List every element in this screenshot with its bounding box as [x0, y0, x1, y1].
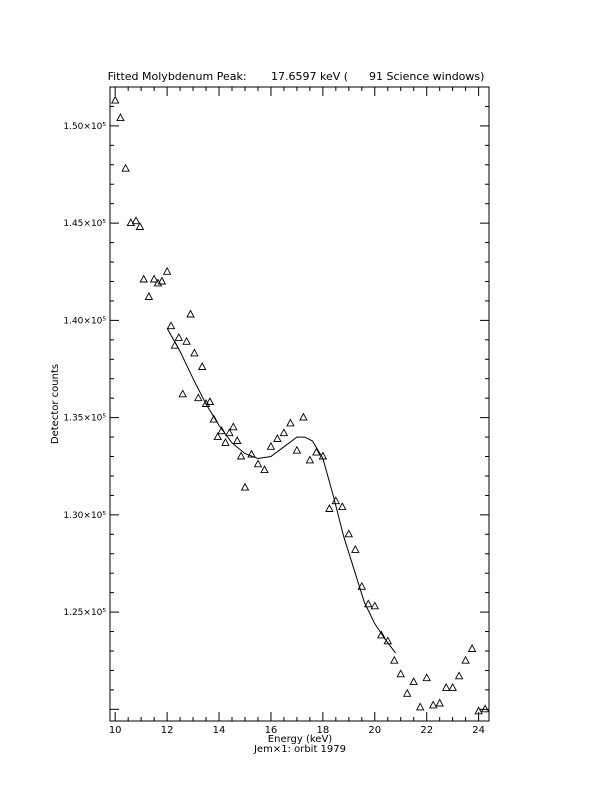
data-point	[462, 657, 469, 664]
x-axis-label: Energy (keV)	[267, 734, 333, 745]
data-point	[410, 678, 417, 685]
y-tick-label: 1.45×10⁵	[63, 219, 106, 230]
x-axis	[109, 87, 485, 736]
chart-title: Fitted Molybdenum Peak: 17.6597 keV ( 91 Science windows)	[107, 70, 485, 83]
data-point	[234, 437, 241, 444]
data-point	[151, 276, 158, 283]
data-point	[293, 447, 300, 454]
data-point	[332, 497, 339, 504]
data-point	[436, 700, 443, 707]
data-point	[306, 456, 313, 463]
data-point	[133, 217, 140, 224]
data-point	[300, 414, 307, 421]
data-point	[287, 419, 294, 426]
data-point	[397, 670, 404, 677]
data-points	[112, 97, 489, 714]
data-point	[140, 276, 147, 283]
data-point	[371, 602, 378, 609]
data-point	[199, 363, 206, 370]
data-point	[430, 701, 437, 708]
data-point	[117, 114, 124, 121]
x-tick-label: 24	[472, 725, 485, 736]
data-point	[255, 460, 262, 467]
data-point	[345, 530, 352, 537]
plot-frame	[110, 87, 489, 721]
data-point	[222, 439, 229, 446]
data-point	[449, 684, 456, 691]
footer-label: Jem×1: orbit 1979	[253, 744, 347, 755]
x-tick-label: 10	[108, 725, 122, 736]
data-point	[112, 97, 119, 104]
x-tick-label: 22	[420, 725, 434, 736]
x-tick-label: 14	[212, 725, 226, 736]
data-point	[179, 390, 186, 397]
data-point	[267, 443, 274, 450]
x-tick-label: 12	[160, 725, 174, 736]
data-point	[417, 703, 424, 710]
data-point	[391, 657, 398, 664]
data-point	[469, 645, 476, 652]
data-point	[187, 311, 194, 318]
data-point	[326, 505, 333, 512]
y-tick-label: 1.30×10⁵	[63, 510, 106, 521]
data-point	[280, 429, 287, 436]
x-tick-label: 16	[264, 725, 278, 736]
data-point	[195, 394, 202, 401]
data-point	[456, 672, 463, 679]
y-axis-label: Detector counts	[50, 363, 61, 445]
y-axis	[63, 87, 489, 709]
data-point	[164, 268, 171, 275]
y-tick-label: 1.50×10⁵	[63, 121, 106, 132]
data-point	[443, 684, 450, 691]
fit-curve	[167, 328, 395, 653]
y-tick-label: 1.40×10⁵	[63, 316, 106, 327]
data-point	[404, 690, 411, 697]
data-point	[183, 338, 190, 345]
y-tick-label: 1.35×10⁵	[63, 413, 106, 424]
data-point	[145, 293, 152, 300]
data-point	[191, 349, 198, 356]
data-point	[242, 484, 249, 491]
data-point	[230, 423, 237, 430]
data-point	[482, 705, 489, 712]
data-point	[238, 453, 245, 460]
data-point	[423, 674, 430, 681]
data-point	[352, 546, 359, 553]
x-tick-label: 20	[368, 725, 382, 736]
data-point	[122, 165, 129, 172]
data-point	[175, 334, 182, 341]
y-tick-label: 1.25×10⁵	[63, 608, 106, 619]
x-tick-label: 18	[316, 725, 330, 736]
data-point	[168, 322, 175, 329]
